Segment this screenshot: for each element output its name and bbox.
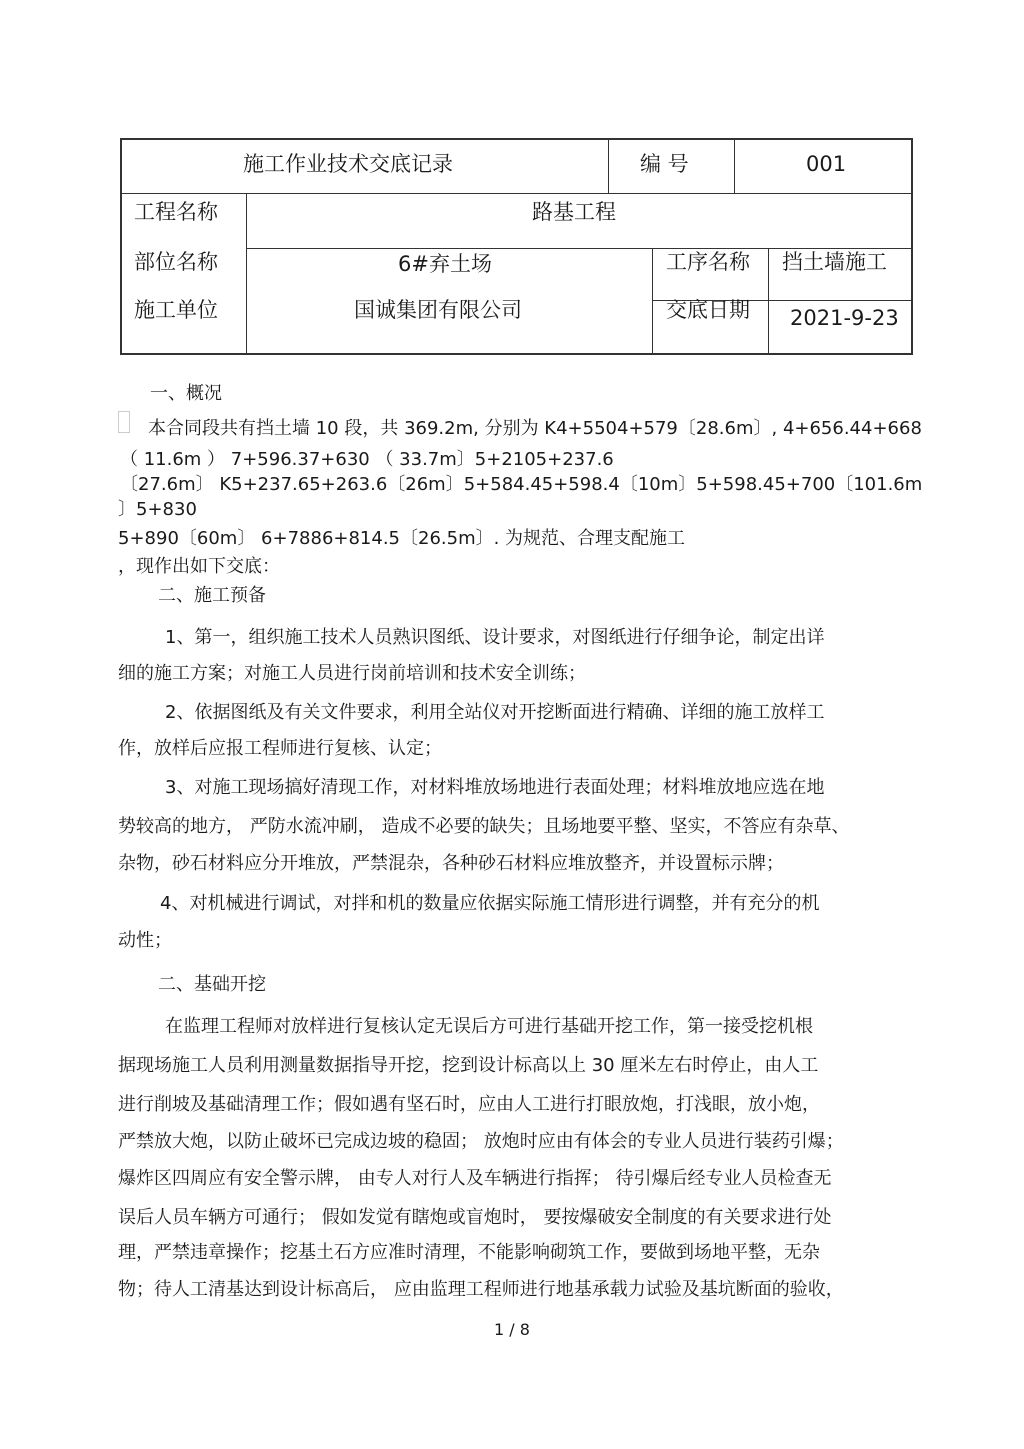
prep-line: 势较高的地方， 严防水流冲刷， 造成不必要的缺失；且场地要平整、坚实，不答应有杂草、 <box>118 816 850 837</box>
overview-line: 〔27.6m〕 K5+237.65+263.6〔26m〕5+584.45+598.4〔10m〕5+598.45+700〔101.6m <box>120 474 923 495</box>
serial-label: 编 号 <box>640 152 689 176</box>
unit-value: 国诚集团有限公司 <box>354 298 522 322</box>
part-name-value: 6#弃土场 <box>398 252 492 276</box>
overview-line: ，现作出如下交底： <box>118 556 280 577</box>
overview-line: （ 11.6m ） 7+596.37+630 （ 33.7m〕5+2105+237.6 <box>120 449 614 470</box>
project-name-label: 工程名称 <box>134 200 218 224</box>
excavation-line: 进行削坡及基础清理工作；假如遇有坚石时，应由人工进行打眼放炮，打浅眼，放小炮， <box>118 1094 820 1115</box>
date-label: 交底日期 <box>666 298 750 322</box>
prep-line: 4、对机械进行调试，对拌和机的数量应依据实际施工情形进行调整，并有充分的机 <box>160 893 820 914</box>
part-name-label: 部位名称 <box>134 250 218 274</box>
prep-line: 杂物，砂石材料应分开堆放，严禁混杂，各种砂石材料应堆放整齐，并设置标示牌； <box>118 853 784 874</box>
overview-line: 〕5+830 <box>118 499 197 520</box>
process-name-value: 挡土墙施工 <box>782 250 887 274</box>
header-title: 施工作业技术交底记录 <box>243 152 453 176</box>
excavation-line: 严禁放大炮，以防止破坏已完成边坡的稳固； 放炮时应由有体会的专业人员进行装药引爆； <box>118 1131 844 1152</box>
prep-line: 1、第一，组织施工技术人员熟识图纸、设计要求，对图纸进行仔细争论，制定出详 <box>165 627 825 648</box>
excavation-line: 据现场施工人员利用测量数据指导开挖，挖到设计标高以上 30 厘米左右时停止，由人工 <box>118 1055 819 1076</box>
excavation-line: 理，严禁违章操作；挖基土石方应准时清理，不能影响砌筑工作，要做到场地平整，无杂 <box>118 1242 820 1263</box>
project-name-value: 路基工程 <box>532 200 616 224</box>
serial-value: 001 <box>806 152 847 176</box>
prep-heading: 二、施工预备 <box>158 585 266 606</box>
excavation-line: 在监理工程师对放样进行复核认定无误后方可进行基础开挖工作，第一接受挖机根 <box>165 1016 813 1037</box>
overview-line: 5+890〔60m〕 6+7886+814.5〔26.5m〕. 为规范、合理支配施工 <box>118 528 686 549</box>
page-number: 1 / 8 <box>494 1320 530 1339</box>
prep-line: 作，放样后应报工程师进行复核、认定； <box>118 738 442 759</box>
prep-line: 动性； <box>118 930 172 951</box>
excavation-line: 爆炸区四周应有安全警示牌， 由专人对行人及车辆进行指挥； 待引爆后经专业人员检查无 <box>118 1168 832 1189</box>
margin-marker <box>118 411 130 433</box>
prep-line: 2、依据图纸及有关文件要求，利用全站仪对开挖断面进行精确、详细的施工放样工 <box>165 702 825 723</box>
process-name-label: 工序名称 <box>666 250 750 274</box>
date-value: 2021-9-23 <box>790 306 899 330</box>
excavation-line: 误后人员车辆方可通行； 假如发觉有瞎炮或盲炮时， 要按爆破安全制度的有关要求进行处 <box>118 1207 832 1228</box>
excavation-line: 物；待人工清基达到设计标高后， 应由监理工程师进行地基承载力试验及基坑断面的验收， <box>118 1279 844 1300</box>
excavation-heading: 二、基础开挖 <box>158 974 266 995</box>
overview-heading: 一、概况 <box>150 383 222 404</box>
overview-line: 本合同段共有挡土墙 10 段，共 369.2m, 分别为 K4+5504+579〔28.6m〕, 4+656.44+668 <box>148 418 922 439</box>
unit-label: 施工单位 <box>134 298 218 322</box>
prep-line: 细的施工方案；对施工人员进行岗前培训和技术安全训练； <box>118 663 586 684</box>
prep-line: 3、对施工现场搞好清现工作，对材料堆放场地进行表面处理；材料堆放地应选在地 <box>165 777 825 798</box>
